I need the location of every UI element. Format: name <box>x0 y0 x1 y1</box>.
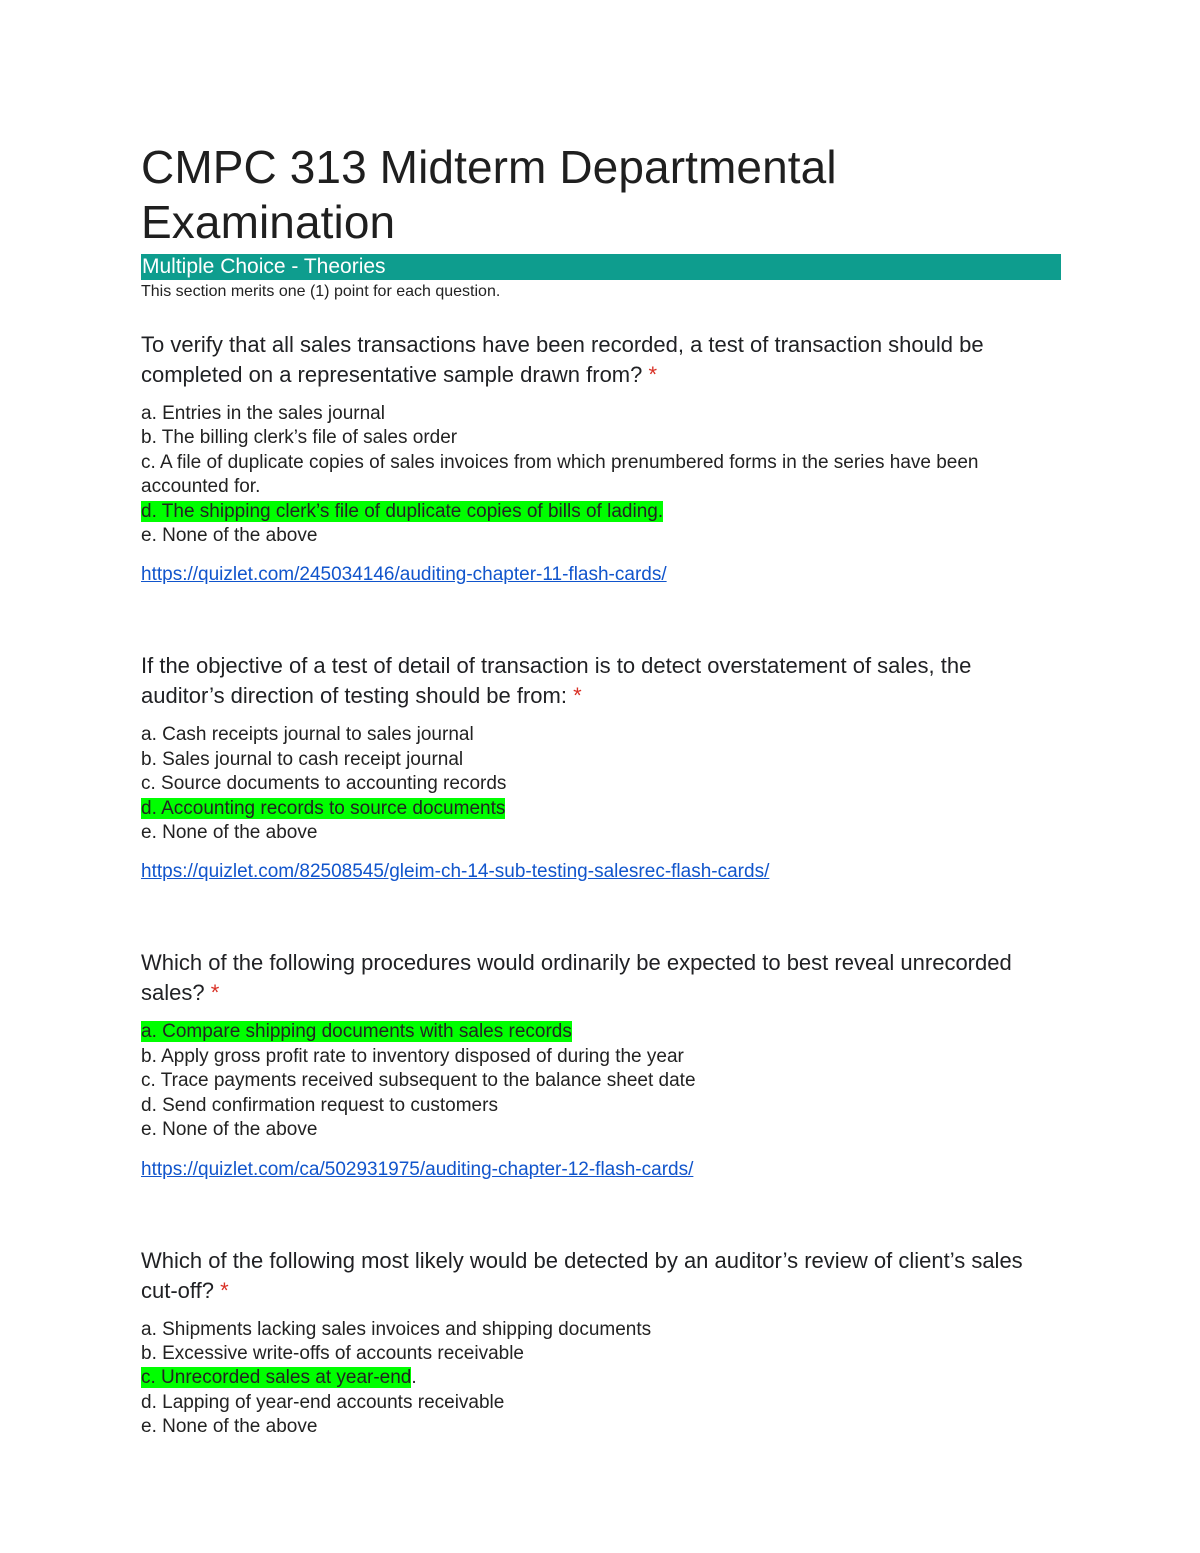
option-item: b. Apply gross profit rate to inventory disposed of during the year <box>141 1045 684 1067</box>
option-item: b. Sales journal to cash receipt journal <box>141 748 464 770</box>
correct-option-item <box>141 1366 1061 1390</box>
question-label: Which of the following procedures would ordinarily be expected to best reveal unrecorded sales? <box>141 950 1012 1006</box>
answer-highlight: a. Compare shipping documents with sales records <box>141 1021 572 1043</box>
question-block <box>141 651 1061 884</box>
answer-highlight: c. Unrecorded sales at year-end <box>141 1367 412 1389</box>
reference-link[interactable]: https://quizlet.com/ca/502931975/auditing-chapter-12-flash-cards/ <box>141 1158 694 1180</box>
question-text <box>141 948 1061 1008</box>
section-description: This section merits one (1) point for each question. <box>141 283 501 300</box>
required-marker: * <box>566 683 582 709</box>
correct-option-item <box>141 500 1061 524</box>
options-list <box>141 723 1061 845</box>
option-item: b. Excessive write-offs of accounts receivable <box>141 1342 524 1364</box>
answer-highlight: d. The shipping clerk’s file of duplicate copies of bills of lading. <box>141 500 664 522</box>
correct-option-item <box>141 1020 1061 1044</box>
correct-option-item <box>141 797 1061 821</box>
option-item: c. Trace payments received subsequent to the balance sheet date <box>141 1070 696 1092</box>
required-marker: * <box>204 980 220 1006</box>
question-label: Which of the following most likely would be detected by an auditor’s review of client’s sales cut-off? <box>141 1247 1023 1303</box>
options-list <box>141 1318 1061 1440</box>
question-text <box>141 330 1061 390</box>
required-marker: * <box>642 362 658 387</box>
option-item: e. None of the above <box>141 822 318 844</box>
options-list <box>141 402 1061 548</box>
question-block <box>141 330 1061 587</box>
section-heading-band: Multiple Choice - Theories <box>141 254 1061 280</box>
option-item: c. A file of duplicate copies of sales invoices from which prenumbered forms in the series have been accounted for. <box>141 451 979 498</box>
option-item: d. Lapping of year-end accounts receivable <box>141 1391 505 1413</box>
reference-link[interactable]: https://quizlet.com/82508545/gleim-ch-14-sub-testing-salesrec-flash-cards/ <box>141 861 770 883</box>
question-block <box>141 1246 1061 1440</box>
option-item: e. None of the above <box>141 1416 318 1438</box>
answer-highlight: d. Accounting records to source documents <box>141 797 506 819</box>
question-list <box>141 330 1061 1440</box>
reference-link[interactable]: https://quizlet.com/245034146/auditing-chapter-11-flash-cards/ <box>141 564 667 586</box>
question-text <box>141 651 1061 711</box>
option-item: b. The billing clerk’s file of sales order <box>141 427 458 449</box>
required-marker: * <box>213 1277 229 1303</box>
document-title: CMPC 313 Midterm Departmental Examination <box>141 141 837 248</box>
question-text <box>141 1246 1061 1306</box>
option-item: a. Entries in the sales journal <box>141 403 385 424</box>
option-item: a. Cash receipts journal to sales journal <box>141 724 474 746</box>
question-label: If the objective of a test of detail of transaction is to detect overstatement of sales, the auditor’s direction of testing should be from: <box>141 653 972 709</box>
options-list <box>141 1020 1061 1142</box>
question-label: To verify that all sales transactions have been recorded, a test of transaction should be completed on a representative sample drawn from? <box>141 332 984 387</box>
option-item: a. Shipments lacking sales invoices and shipping documents <box>141 1318 652 1340</box>
option-trailing-text: . <box>411 1367 417 1389</box>
question-block <box>141 948 1061 1181</box>
option-item: d. Send confirmation request to customers <box>141 1094 498 1116</box>
option-item: c. Source documents to accounting records <box>141 773 507 795</box>
option-item: e. None of the above <box>141 1119 318 1141</box>
document-page <box>141 140 1061 1440</box>
option-item: e. None of the above <box>141 525 318 547</box>
